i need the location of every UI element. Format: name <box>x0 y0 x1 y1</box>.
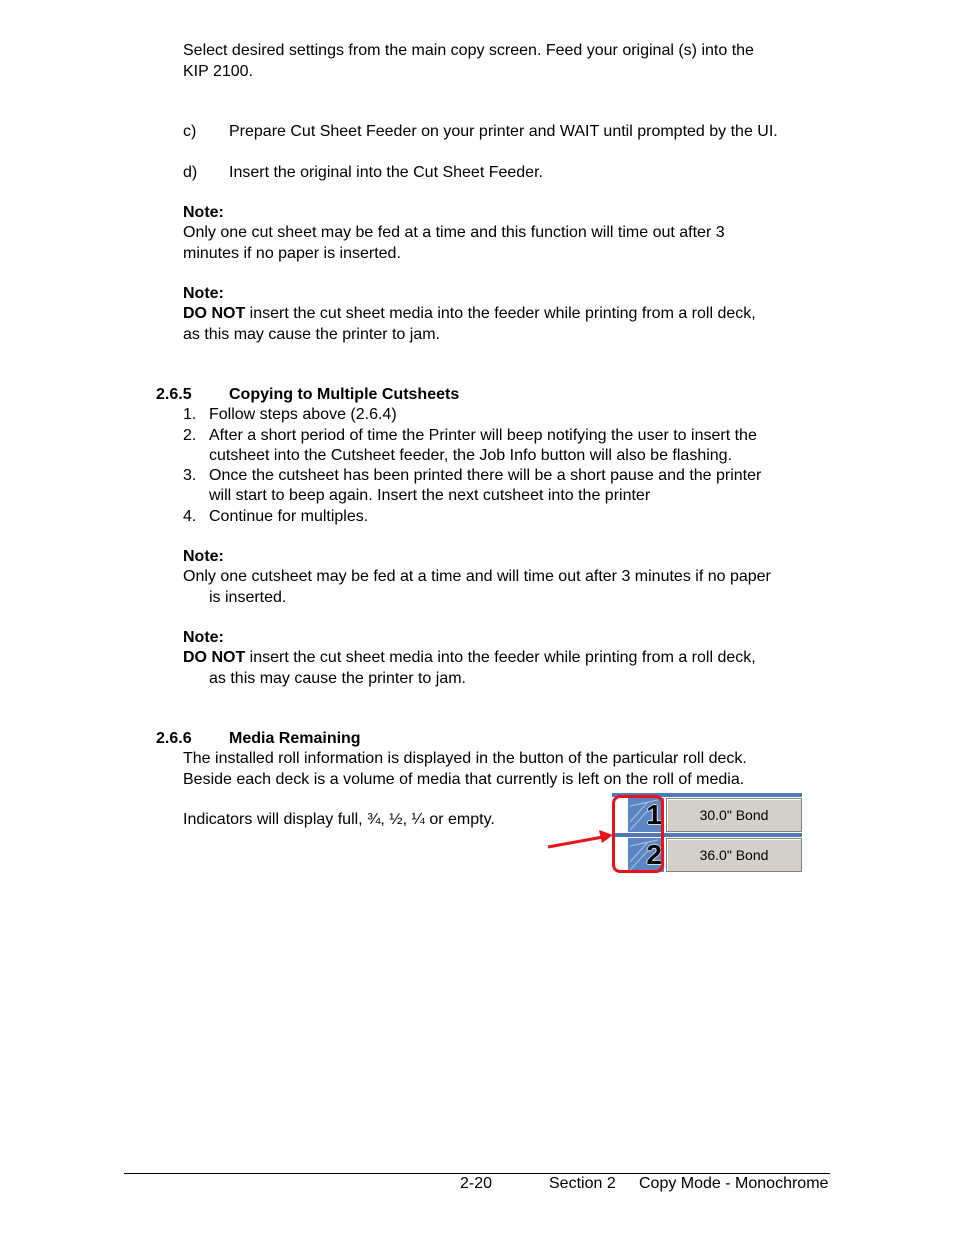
note-3-line-1: Only one cutsheet may be fed at a time and will time out after 3 minutes if no paper <box>183 568 771 585</box>
note-4-line-1-text: insert the cut sheet media into the feeder while printing from a roll deck, <box>245 649 756 666</box>
list-item-3-num: 3. <box>183 467 197 484</box>
note-3-heading: Note: <box>183 548 224 565</box>
roll-1-button[interactable]: 30.0" Bond <box>666 798 802 832</box>
note-1-line-1: Only one cut sheet may be fed at a time and this function will time out after 3 <box>183 224 725 241</box>
step-c-text: Prepare Cut Sheet Feeder on your printer and WAIT until prompted by the UI. <box>229 123 778 140</box>
annotation-highlight-ring <box>612 795 664 873</box>
list-item-3-line-2: will start to beep again. Insert the next cutsheet into the printer <box>209 487 651 504</box>
footer-title: Copy Mode - Monochrome <box>639 1175 829 1192</box>
roll-2-button[interactable]: 36.0" Bond <box>666 838 802 872</box>
indicators-text: Indicators will display full, ¾, ½, ¼ or empty. <box>183 811 495 828</box>
list-item-3-line-1: Once the cutsheet has been printed there will be a short pause and the printer <box>209 467 762 484</box>
note-2-line-1 <box>183 304 756 324</box>
note-2-do-not: DO NOT <box>183 305 246 322</box>
note-2-heading: Note: <box>183 285 224 302</box>
list-item-1-num: 1. <box>183 406 197 423</box>
note-1-line-2: minutes if no paper is inserted. <box>183 245 401 262</box>
list-item-1-text: Follow steps above (2.6.4) <box>209 406 397 423</box>
step-c-label: c) <box>183 123 197 140</box>
section-266-line-1: The installed roll information is displayed in the button of the particular roll deck. <box>183 750 747 767</box>
list-item-4-num: 4. <box>183 508 197 525</box>
section-265-title: Copying to Multiple Cutsheets <box>229 386 460 403</box>
section-266-title: Media Remaining <box>229 730 361 747</box>
note-4-do-not: DO NOT <box>183 649 246 666</box>
list-item-4-text: Continue for multiples. <box>209 508 369 525</box>
list-item-2-line-2: cutsheet into the Cutsheet feeder, the Job Info button will also be flashing. <box>209 447 733 464</box>
intro-line-2: KIP 2100. <box>183 63 253 80</box>
note-1-heading: Note: <box>183 204 224 221</box>
note-3-line-2: is inserted. <box>209 589 287 606</box>
note-2-line-2: as this may cause the printer to jam. <box>183 326 440 343</box>
note-4-line-1 <box>183 648 756 668</box>
roll-2-number: 2 <box>646 839 662 870</box>
note-4-heading: Note: <box>183 629 224 646</box>
intro-line-1: Select desired settings from the main copy screen. Feed your original (s) into the <box>183 42 754 59</box>
roll-1-number: 1 <box>646 799 662 830</box>
footer-page-number: 2-20 <box>460 1175 493 1192</box>
step-d-text: Insert the original into the Cut Sheet Feeder. <box>229 164 543 181</box>
note-4-line-2: as this may cause the printer to jam. <box>209 670 466 687</box>
annotation-arrow-icon <box>545 826 617 852</box>
list-item-2-num: 2. <box>183 427 197 444</box>
list-item-2-line-1: After a short period of time the Printer will beep notifying the user to insert the <box>209 427 757 444</box>
note-2-line-1-text: insert the cut sheet media into the feeder while printing from a roll deck, <box>245 305 756 322</box>
section-265-number: 2.6.5 <box>156 386 192 403</box>
section-266-line-2: Beside each deck is a volume of media that currently is left on the roll of media. <box>183 771 745 788</box>
roll-deck-panel <box>612 793 804 875</box>
section-266-number: 2.6.6 <box>156 730 192 747</box>
footer-section: Section 2 <box>549 1175 616 1192</box>
step-d-label: d) <box>183 164 198 181</box>
